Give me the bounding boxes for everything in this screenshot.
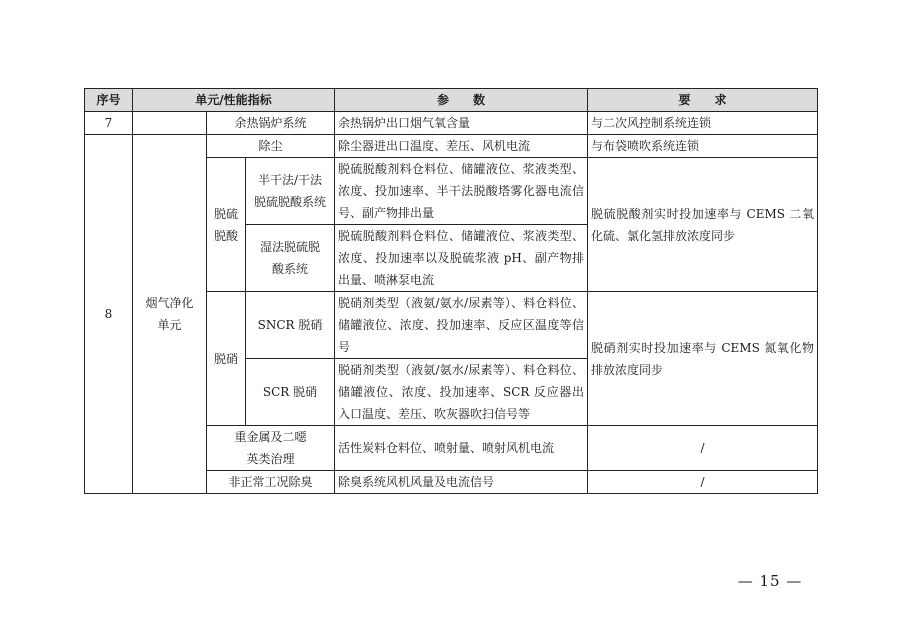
row-params: 除臭系统风机风量及电流信号 <box>335 471 588 494</box>
header-unit: 单元/性能指标 <box>133 89 335 112</box>
row-unit-empty <box>133 112 207 135</box>
table-header-row <box>85 89 818 112</box>
row-item: 除尘 <box>207 135 335 158</box>
row-requirement-desulf: 脱硫脱酸剂实时投加速率与 CEMS 二氧化硫、氯化氢排放浓度同步 <box>588 158 818 292</box>
row-requirement: / <box>588 471 818 494</box>
table-row-dust-removal <box>85 135 818 158</box>
row-params: 除尘器进出口温度、差压、风机电流 <box>335 135 588 158</box>
table-row-waste-heat-boiler <box>85 112 818 135</box>
row-item: 非正常工况除臭 <box>207 471 335 494</box>
monitoring-parameters-table <box>84 88 818 494</box>
row-unit-flue-gas: 烟气净化单元 <box>133 135 207 494</box>
header-requirements: 要 求 <box>588 89 818 112</box>
row-requirement: / <box>588 426 818 471</box>
row-params: 脱硫脱酸剂料仓料位、储罐液位、浆液类型、浓度、投加速率、半干法脱酸塔雾化器电流信号、副产物排出量 <box>335 158 588 225</box>
row-params: 活性炭料仓料位、喷射量、喷射风机电流 <box>335 426 588 471</box>
row-item: 重金属及二噁英类治理 <box>207 426 335 471</box>
row-requirement: 与二次风控制系统连锁 <box>588 112 818 135</box>
row-item: SCR 脱硝 <box>246 359 335 426</box>
row-requirement: 与布袋喷吹系统连锁 <box>588 135 818 158</box>
page-number: — 15 — <box>737 572 803 590</box>
header-index: 序号 <box>85 89 133 112</box>
row-params: 余热锅炉出口烟气氧含量 <box>335 112 588 135</box>
row-requirement-denitr: 脱硝剂实时投加速率与 CEMS 氮氧化物排放浓度同步 <box>588 292 818 426</box>
group-desulfurization: 脱硫脱酸 <box>207 158 246 292</box>
row-item: SNCR 脱硝 <box>246 292 335 359</box>
header-params: 参 数 <box>335 89 588 112</box>
row-item: 余热锅炉系统 <box>207 112 335 135</box>
row-index: 8 <box>85 135 133 494</box>
row-params: 脱硝剂类型（液氨/氨水/尿素等）、料仓料位、储罐液位、浓度、投加速率、SCR 反应器出入口温度、差压、吹灰器吹扫信号等 <box>335 359 588 426</box>
row-index: 7 <box>85 112 133 135</box>
row-item: 半干法/干法脱硫脱酸系统 <box>246 158 335 225</box>
row-params: 脱硫脱酸剂料仓料位、储罐液位、浆液类型、浓度、投加速率以及脱硫浆液 pH、副产物排出量、喷淋泵电流 <box>335 225 588 292</box>
row-item: 湿法脱硫脱酸系统 <box>246 225 335 292</box>
group-denitrification: 脱硝 <box>207 292 246 426</box>
row-params: 脱硝剂类型（液氨/氨水/尿素等）、料仓料位、储罐液位、浓度、投加速率、反应区温度等信号 <box>335 292 588 359</box>
